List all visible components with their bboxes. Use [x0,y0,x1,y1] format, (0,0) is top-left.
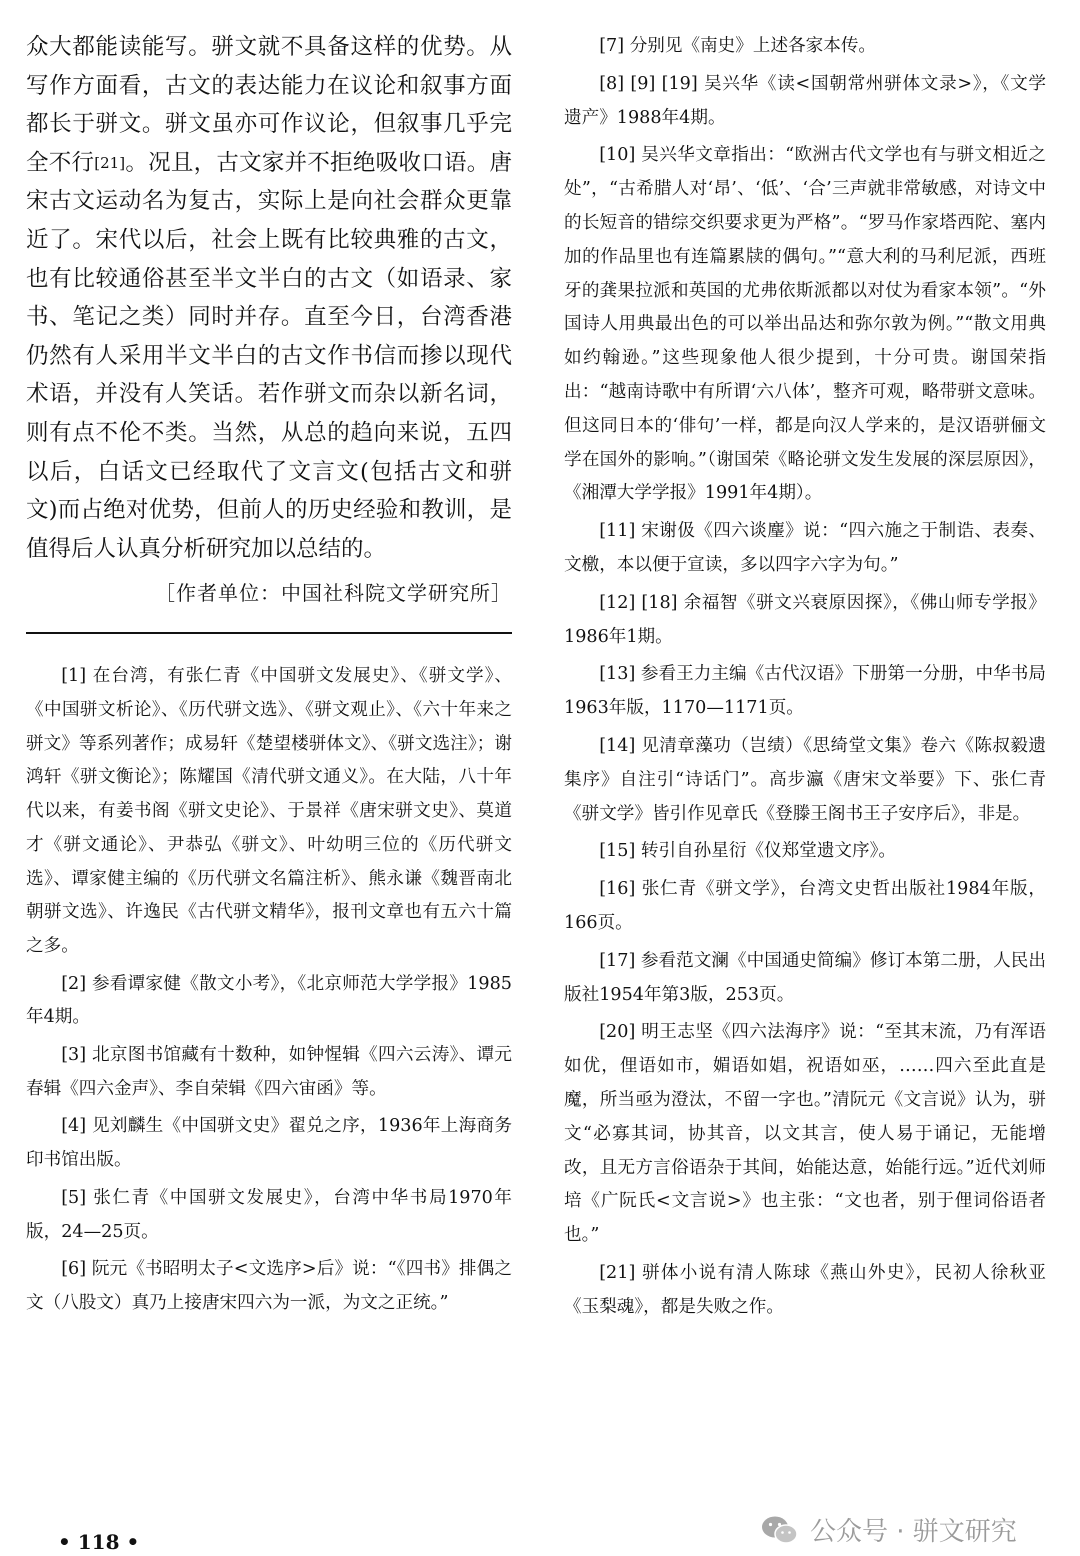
footnote-14: [14] 见清章藻功（岂绩）《思绮堂文集》卷六《陈叔毅遗集序》自注引“诗话门”。高步瀛《唐宋文举要》下、张仁青《骈文学》皆引作见章氏《登滕王阁书王子安序后》，非是。 [564,735,1046,824]
footnote-12-18: [12] [18] 余福智《骈文兴衰原因探》，《佛山师专学报》1986年1期。 [564,592,1046,647]
footnote-16: [16] 张仁青《骈文学》，台湾文史哲出版社1984年版，166页。 [564,879,1046,933]
main-text [26,28,512,568]
footnote-4: [4] 见刘麟生《中国骈文史》翟兑之序，1936年上海商务印书馆出版。 [26,1116,512,1171]
notes-left [26,660,512,1320]
footnote-7: [7] 分别见《南史》上述各家本传。 [599,36,877,56]
main-paragraph-part1: 众大都能读能写。骈文就不具备这样的优势。从写作方面看，古文的表达能力在议论和叙事方面都长于骈文。骈文虽亦可作议论，但叙事几乎完全不行 [26,34,512,176]
footnote-5: [5] 张仁青《中国骈文发展史》，台湾中华书局1970年版，24—25页。 [26,1187,512,1242]
footnote-3: [3] 北京图书馆藏有十数种，如钟惺辑《四六云涛》、谭元春辑《四六金声》、李自荣辑《四六宙函》等。 [26,1045,512,1099]
footnote-6: [6] 阮元《书昭明太子<文选序>后》说：“《四书》排偶之文（八股文）真乃上接唐宋四六为一派，为文之正统。” [26,1259,512,1313]
footnote-21: [21] 骈体小说有清人陈球《燕山外史》，民初人徐秋亚《玉梨魂》，都是失败之作。 [564,1262,1046,1317]
footnote-8-9-19: [8] [9] [19] 吴兴华《读<国朝常州骈体文录>》，《文学遗产》1988年4期。 [564,73,1046,128]
footnote-divider [26,632,512,634]
footnote-15: [15] 转引自孙星衍《仪郑堂遗文序》。 [599,841,897,862]
watermark-text: 公众号 · 骈文研究 [810,1517,1017,1547]
footnote-17: [17] 参看范文澜《中国通史简编》修订本第二册，人民出版社1954年第3版，253页。 [564,950,1046,1005]
footnote-20: [20] 明王志坚《四六法海序》说：“至其末流，乃有浑语如优，俚语如市，媚语如娼，祝语如巫，……四六至此直是魔，所当亟为澄汰，不留一字也。”清阮元《文言说》认为，骈文“必寡其词，协其音，以文其言，使人易于诵记，无能增改，且无方言俗语杂于其间，始能达意，始能行远。”近代刘师培《广阮氏<文言说>》也主张：“文也者，别于俚词俗语者也。” [564,1022,1046,1246]
author-affiliation: ［作者单位：中国社科院文学研究所］ [155,581,512,606]
page-number: • 118 • [58,1530,140,1554]
footnote-2: [2] 参看谭家健《散文小考》，《北京师范大学学报》1985年4期。 [26,973,512,1028]
footnote-1: [1] 在台湾，有张仁青《中国骈文发展史》、《骈文学》、《中国骈文析论》、《历代骈文选》、《骈文观止》、《六十年来之骈文》等系列著作；成易轩《楚望楼骈体文》、《骈文选注》；谢鸿轩《骈文衡论》；陈耀国《清代骈文通义》。在大陆，八十年代以来，有姜书阁《骈文史论》、于景祥《唐宋骈文史》、莫道才《骈文通论》、尹恭弘《骈文》、叶幼明三位的《历代骈文选》、谭家健主编的《历代骈文名篇注析》、熊永谦《魏晋南北朝骈文选》、许逸民《古代骈文精华》，报刊文章也有五六十篇之多。 [26,666,512,956]
right-column [564,30,1046,1328]
footnote-13: [13] 参看王力主编《古代汉语》下册第一分册，中华书局1963年版，1170—1171页。 [564,664,1046,719]
left-column [26,28,512,1325]
footnote-11: [11] 宋谢伋《四六谈麈》说：“四六施之于制诰、表奏、文檄，本以便于宣读，多以四字六字为句。” [564,521,1046,575]
footnote-ref-21: [21] [94,153,126,172]
watermark [760,1511,1017,1548]
main-paragraph-part2: 。况且，古文家并不拒绝吸收口语。唐宋古文运动名为复古，实际上是向社会群众更靠近了。宋代以后，社会上既有比较典雅的古文，也有比较通俗甚至半文半白的古文（如语录、家书、笔记之类）同时并存。直至今日，台湾香港仍然有人采用半文半白的古文作书信而掺以现代术语，并没有人笑话。若作骈文而杂以新名词，则有点不伦不类。当然，从总的趋向来说，五四以后，白话文已经取代了文言文(包括古文和骈文)而占绝对优势，但前人的历史经验和教训，是值得后人认真分析研究加以总结的。 [26,149,512,562]
main-paragraph [26,28,512,568]
wechat-icon [760,1514,800,1546]
footnote-10: [10] 吴兴华文章指出：“欧洲古代文学也有与骈文相近之处”，“古希腊人对‘昂’、‘低’、‘合’三声就非常敏感，对诗文中的长短音的错综交织要求更为严格”。“罗马作家塔西陀、塞内加的作品里也有连篇累牍的偶句。”“意大利的马利尼派，西班牙的龚果拉派和英国的尤弗依斯派都以对仗为看家本领”。“外国诗人用典最出色的可以举出品达和弥尔敦为例。”“散文用典如约翰逊。”这些现象他人很少提到，十分可贵。谢国荣指出：“越南诗歌中有所谓‘六八体’，整齐可观，略带骈文意味。但这同日本的‘俳句’一样，都是向汉人学来的，是汉语骈俪文学在国外的影响。”（谢国荣《略论骈文发生发展的深层原因》，《湘潭大学学报》1991年4期）。 [564,145,1046,504]
